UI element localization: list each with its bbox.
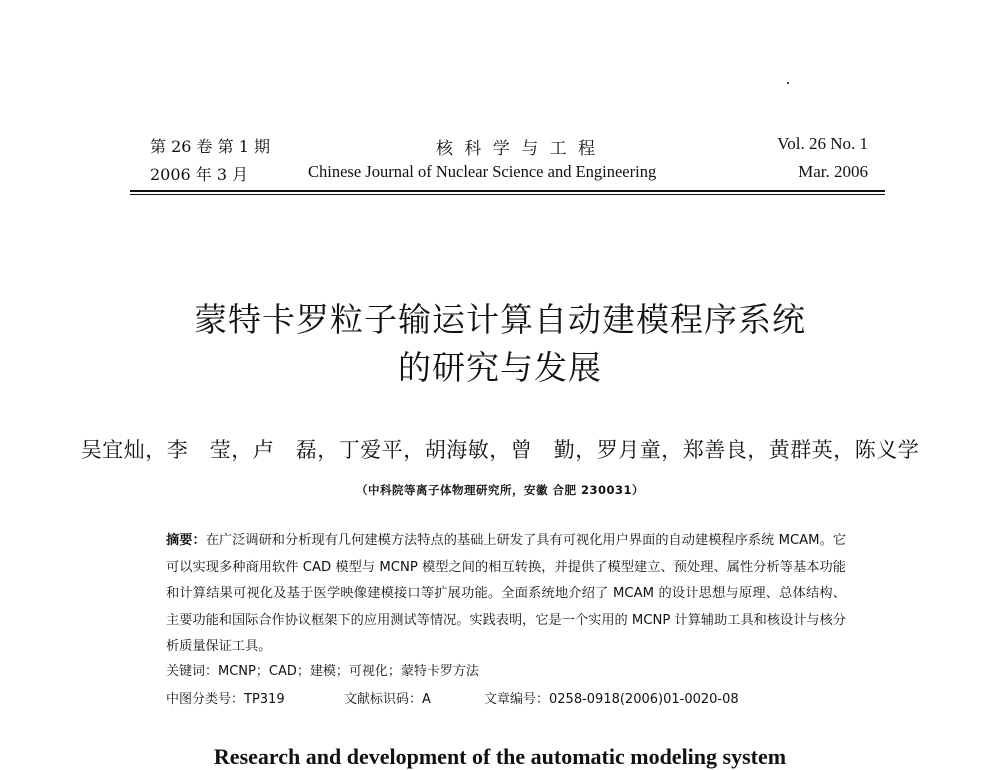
date-cn: 2006 年 3 月 [150, 165, 249, 184]
journal-title-en: Chinese Journal of Nuclear Science and Engineering [308, 162, 657, 181]
scan-speck [787, 82, 789, 84]
abstract [166, 528, 846, 661]
journal-title-cn: 核 科 学 与 工 程 [436, 139, 599, 159]
affiliation: （中科院等离子体物理研究所，安徽 合肥 230031） [355, 483, 644, 497]
date-en: Mar. 2006 [798, 162, 868, 181]
paper-title-cn-line2: 的研究与发展 [398, 348, 602, 387]
header-rule-thin [130, 194, 885, 195]
volume-issue-en: Vol. 26 No. 1 [777, 134, 868, 153]
paper-title-cn-line1: 蒙特卡罗粒子输运计算自动建模程序系统 [194, 300, 806, 339]
paper-title-en: Research and development of the automatic modeling system [213, 744, 787, 769]
author-list: 吴宜灿，李 莹，卢 磊，丁爱平，胡海敏，曾 勤，罗月童，郑善良，黄群英，陈义学 [80, 438, 920, 462]
abstract-text: 在广泛调研和分析现有几何建模方法特点的基础上研发了具有可视化用户界面的自动建模程序系统 MCAM。它可以实现多种商用软件 CAD 模型与 MCNP 模型之间的相互转换，并提供了模型建立、预处理、属性分析等基本功能和计算结果可视化及基于医学映像建模接口等扩展功能。全面系统地介绍了 MCAM 的设计思想与原理、总体结构、主要功能和国际合作协议框架下的应用测试等情况。实践表明，它是一个实用的 MCNP 计算辅助工具和核设计与核分析质量保证工具。 [166, 533, 846, 654]
keywords [166, 660, 479, 679]
volume-issue-cn: 第 26 卷 第 1 期 [150, 137, 270, 156]
keywords-label: 关键词： [166, 664, 219, 679]
classification-line [166, 688, 846, 707]
keywords-text: MCNP；CAD；建模；可视化；蒙特卡罗方法 [218, 664, 479, 679]
clc-number: 中图分类号：TP319 [166, 692, 285, 707]
paper-title-cn [0, 296, 1000, 392]
abstract-label: 摘要： [166, 533, 206, 548]
article-number: 文章编号：0258-0918(2006)01-0020-08 [484, 692, 739, 707]
document-code: 文献标识码：A [344, 692, 431, 707]
header-rule-thick [130, 190, 885, 192]
